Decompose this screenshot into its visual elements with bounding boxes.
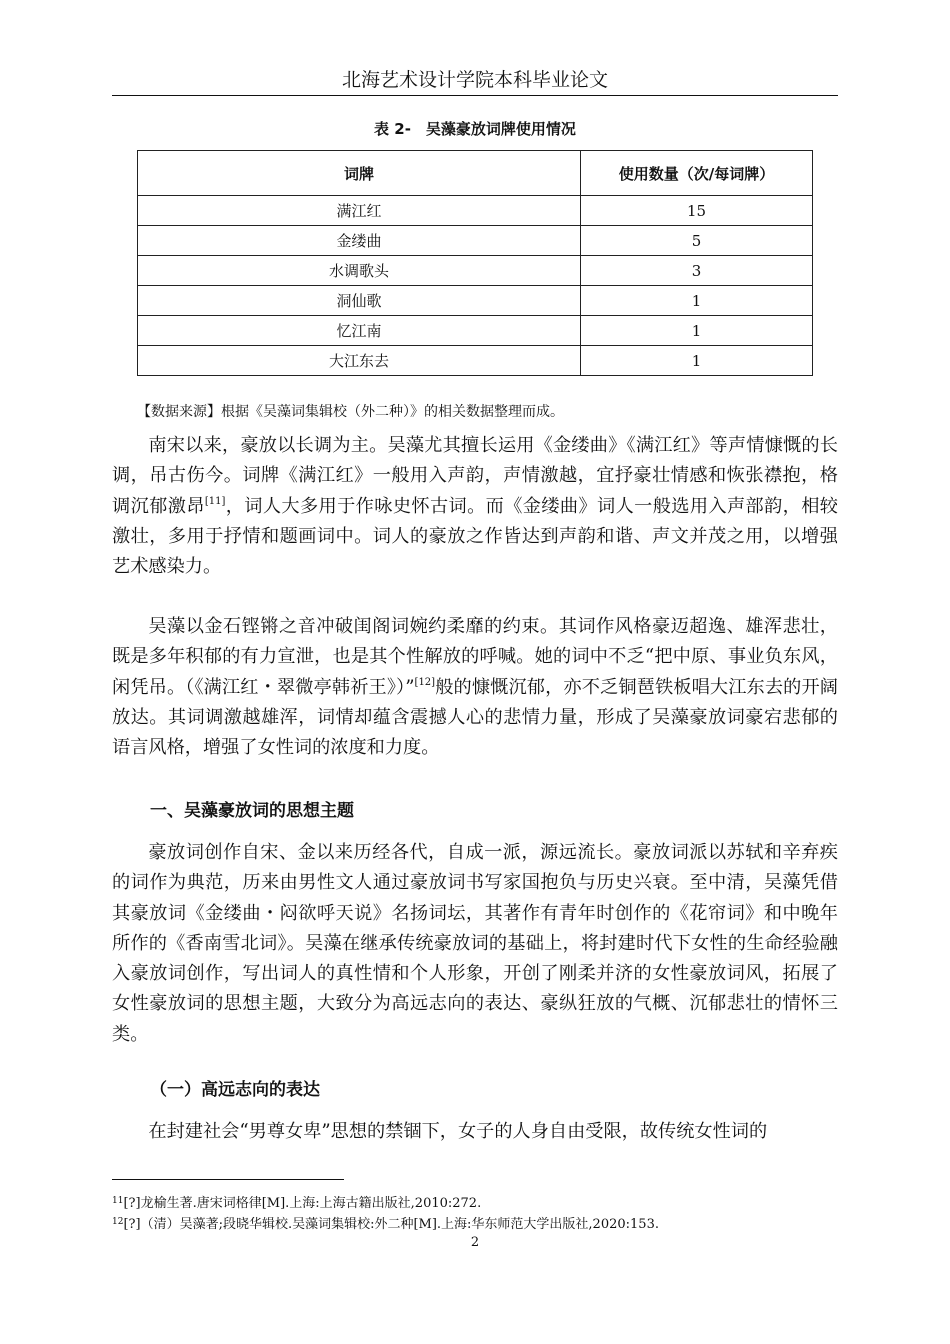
body-paragraph [112, 838, 838, 1050]
table-row [138, 256, 813, 286]
citation-ref[interactable]: [12] [414, 676, 436, 688]
body-paragraph [112, 431, 838, 582]
data-source-note: 【数据来源】根据《吴藻词集辑校（外二种）》的相关数据整理而成。 [137, 404, 564, 420]
body-paragraph [112, 612, 838, 763]
table-row [138, 316, 813, 346]
section-heading: 一、吴藻豪放词的思想主题 [150, 801, 354, 821]
cell-cipai: 忆江南 [138, 316, 581, 346]
page-header-title: 北海艺术设计学院本科毕业论文 [341, 69, 608, 91]
paragraph-text: 豪放词创作自宋、金以来历经各代，自成一派，源远流长。豪放词派以苏轼和辛弃疾的词作为典范，历来由男性文人通过豪放词书写家国抱负与历史兴衰。至中清，吴藻凭借其豪放词《金缕曲・闷欲呼天说》名扬词坛，其著作有青年时创作的《花帘词》和中晚年所作的《香南雪北词》。吴藻在继承传统豪放词的基础上，将封建时代下女性的生命经验融入豪放词创作，写出词人的真性情和个人形象，开创了刚柔并济的女性豪放词风，拓展了女性豪放词的思想主题，大致分为高远志向的表达、豪纵狂放的气概、沉郁悲壮的情怀三类。 [112, 842, 838, 1045]
page-number: 2 [470, 1235, 480, 1250]
column-header-count: 使用数量（次/每词牌） [581, 151, 813, 196]
footnote-text: [?]龙榆生著.唐宋词格律[M].上海:上海古籍出版社,2010:272. [123, 1196, 482, 1211]
table-row [138, 226, 813, 256]
footnote-rule [112, 1179, 344, 1180]
cell-cipai: 满江红 [138, 196, 581, 226]
paragraph-text: 般的慷慨沉郁，亦不乏铜琶铁板唱大江东去的开阔放达。其词调激越雄浑，词情却蕴含震撼人心的悲情力量，形成了吴藻豪放词豪宕悲郁的语言风格，增强了女性词的浓度和力度。 [112, 676, 838, 759]
footnote-mark: 11 [112, 1196, 124, 1206]
table-header-row [138, 151, 813, 196]
cell-count: 1 [581, 286, 813, 316]
paragraph-text: 吴藻以金石铿锵之音冲破闺阁词婉约柔靡的约束。其词作风格豪迈超逸、雄浑悲壮，既是多年积郁的有力宣泄，也是其个性解放的呼喊。她的词中不乏“把中原、事业负东风，闲凭吊。（《满江红・翠微亭韩祈王》）” [112, 616, 838, 698]
subsection-heading: （一）高远志向的表达 [150, 1080, 320, 1100]
table-row [138, 286, 813, 316]
cell-count: 1 [581, 316, 813, 346]
cell-count: 1 [581, 346, 813, 376]
table-row [138, 196, 813, 226]
cell-cipai: 金缕曲 [138, 226, 581, 256]
paragraph-text: ，词人大多用于作咏史怀古词。而《金缕曲》词人一般选用入声部韵，相较激壮，多用于抒情和题画词中。词人的豪放之作皆达到声韵和谐、声文并茂之用，以增强艺术感染力。 [112, 495, 838, 578]
footnote-mark: 12 [112, 1217, 124, 1227]
table-caption: 表 2- 吴藻豪放词牌使用情况 [374, 120, 576, 138]
column-header-cipai: 词牌 [138, 151, 581, 196]
citation-ref[interactable]: [11] [204, 495, 226, 507]
cell-count: 5 [581, 226, 813, 256]
header-rule [112, 95, 838, 96]
paragraph-text: 在封建社会“男尊女卑”思想的禁锢下，女子的人身自由受限，故传统女性词的 [148, 1121, 768, 1142]
cell-count: 15 [581, 196, 813, 226]
footnote [112, 1213, 659, 1232]
body-paragraph [112, 1117, 838, 1147]
cell-cipai: 大江东去 [138, 346, 581, 376]
cipai-usage-table [137, 150, 813, 376]
footnote [112, 1192, 481, 1211]
cell-cipai: 洞仙歌 [138, 286, 581, 316]
cell-cipai: 水调歌头 [138, 256, 581, 286]
table-row [138, 346, 813, 376]
paragraph-text: 南宋以来，豪放以长调为主。吴藻尤其擅长运用《金缕曲》《满江红》等声情慷慨的长调，吊古伤今。词牌《满江红》一般用入声韵，声情激越，宜抒豪壮情感和恢张襟抱，格调沉郁激昂 [112, 435, 838, 517]
footnote-text: [?]（清）吴藻著;段晓华辑校.吴藻词集辑校:外二种[M].上海:华东师范大学出版社,2020:153. [123, 1217, 659, 1232]
cell-count: 3 [581, 256, 813, 286]
